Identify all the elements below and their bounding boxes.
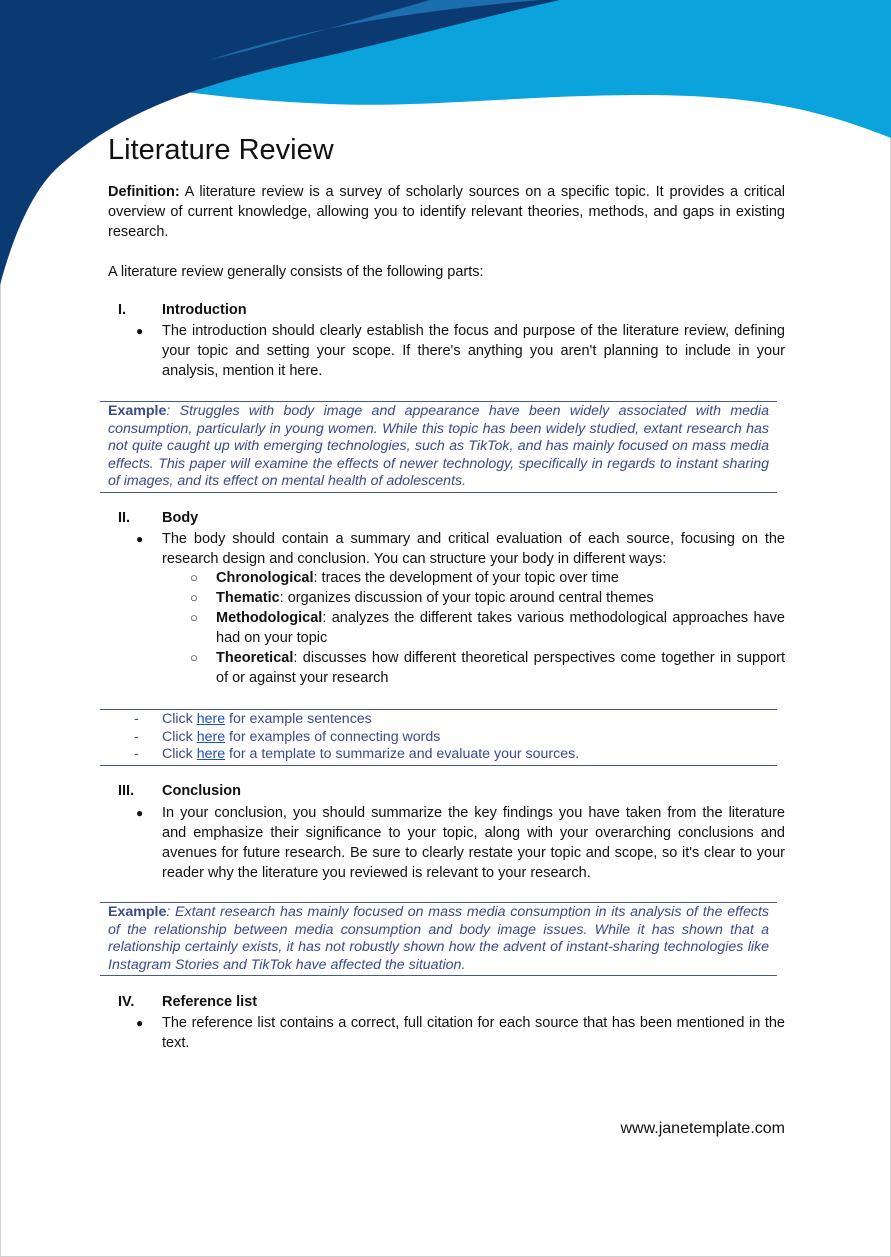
subitem-term: Theoretical (216, 650, 294, 666)
intro-line: A literature review generally consists of the following parts: (108, 264, 484, 280)
footer-website: www.janetemplate.com (620, 1120, 785, 1137)
body-bullet (136, 529, 785, 569)
section-number: IV. (118, 994, 135, 1010)
dash-glyph: - (134, 728, 139, 745)
example-text: : Struggles with body image and appearance have been widely associated with media consumption, particularly in young women. While this topic has been widely studied, extant research has not quite caught up with emerging technologies, such as TikTok, and has mainly focused on mass media effects. This paper will examine the effects of newer technology, specifically in regards to instant sharing of images, and its effect on mental health of adolescents. (108, 403, 769, 489)
example-label: Example (108, 403, 167, 419)
page-title: Literature Review (108, 134, 334, 166)
bullet-text: In your conclusion, you should summarize the key findings you have taken from the literature and emphasize their significance to your topic, along with your overarching conclusions and avenues for future research. Be sure to clearly restate your topic and scope, so it's clear to your reader why the literature you reviewed is relevant to your research. (162, 805, 785, 881)
introduction-example-box (100, 401, 777, 493)
definition-text: A literature review is a survey of scholarly sources on a specific topic. It provides a critical overview of current knowledge, allowing you to identify relevant theories, methods, and gaps in existing research. (108, 184, 785, 240)
section-introduction-heading (118, 302, 247, 318)
link-row (100, 711, 777, 729)
link-pre-text: Click (162, 746, 197, 762)
introduction-bullet (136, 321, 785, 381)
body-subitem (190, 648, 785, 688)
bullet-icon: ● (136, 324, 144, 338)
circle-bullet-icon: ○ (190, 610, 198, 625)
subitem-desc: : organizes discussion of your topic around central themes (279, 590, 654, 606)
bullet-icon: ● (136, 1016, 144, 1030)
example-text: : Extant research has mainly focused on mass media consumption in its analysis of the effects of the relationship between media consumption and body image issues. While it has shown that a relationship certainly exists, it has not robustly shown how the advent of instant-sharing technologies like Instagram Stories and TikTok have affected the situation. (108, 904, 769, 973)
circle-bullet-icon: ○ (190, 650, 198, 665)
bullet-icon: ● (136, 806, 144, 820)
section-title: Introduction (162, 302, 247, 318)
definition-label: Definition: (108, 184, 180, 200)
subitem-desc: : discusses how different theoretical perspectives come together in support of or against your research (216, 650, 785, 686)
section-conclusion-heading (118, 783, 241, 799)
dash-glyph: - (134, 711, 139, 727)
link-post-text: for example sentences (225, 711, 372, 727)
circle-bullet-icon: ○ (190, 570, 198, 585)
section-number: III. (118, 783, 135, 799)
section-title: Reference list (162, 994, 258, 1010)
link-post-text: for examples of connecting words (225, 728, 441, 745)
reference-bullet (136, 1013, 785, 1053)
link-post-text: for a template to summarize and evaluate your sources. (225, 746, 580, 762)
example-label: Example (108, 904, 167, 920)
body-subitem (190, 588, 785, 608)
connecting-words-link[interactable]: here (196, 728, 226, 745)
example-sentences-link[interactable]: here (196, 711, 226, 727)
subitem-desc: : analyzes the different takes various methodological approaches have had on your topic (216, 610, 785, 646)
summary-template-link[interactable]: here (196, 746, 226, 762)
link-row (100, 746, 777, 764)
subitem-term: Methodological (216, 610, 323, 626)
section-number: I. (118, 302, 127, 318)
subitem-term: Chronological (216, 570, 314, 586)
conclusion-example-box (100, 902, 777, 976)
link-pre-text: Click (162, 728, 197, 745)
bullet-text: The reference list contains a correct, full citation for each source that has been mentioned in the text. (162, 1015, 785, 1051)
definition-paragraph (108, 182, 785, 242)
section-reference-heading (118, 994, 257, 1010)
circle-bullet-icon: ○ (190, 590, 198, 605)
subitem-desc: : traces the development of your topic over time (313, 570, 619, 586)
subitem-term: Thematic (216, 590, 280, 606)
bullet-text: The body should contain a summary and critical evaluation of each source, focusing on the research design and conclusion. You can structure your body in different ways: (162, 531, 785, 567)
section-number: II. (118, 510, 131, 526)
dash-glyph: - (134, 746, 139, 762)
conclusion-bullet (136, 803, 785, 883)
bullet-text: The introduction should clearly establish the focus and purpose of the literature review, defining your topic and setting your scope. If there's anything you aren't planning to include in your analysis, mention it here. (162, 323, 785, 379)
body-subitem (190, 568, 785, 588)
body-subitem (190, 608, 785, 648)
section-body-heading (118, 510, 198, 526)
link-pre-text: Click (162, 711, 197, 727)
section-title: Conclusion (162, 783, 241, 799)
section-title: Body (162, 510, 199, 526)
body-links-box (100, 709, 777, 766)
bullet-icon: ● (136, 532, 144, 546)
link-row (100, 729, 777, 747)
